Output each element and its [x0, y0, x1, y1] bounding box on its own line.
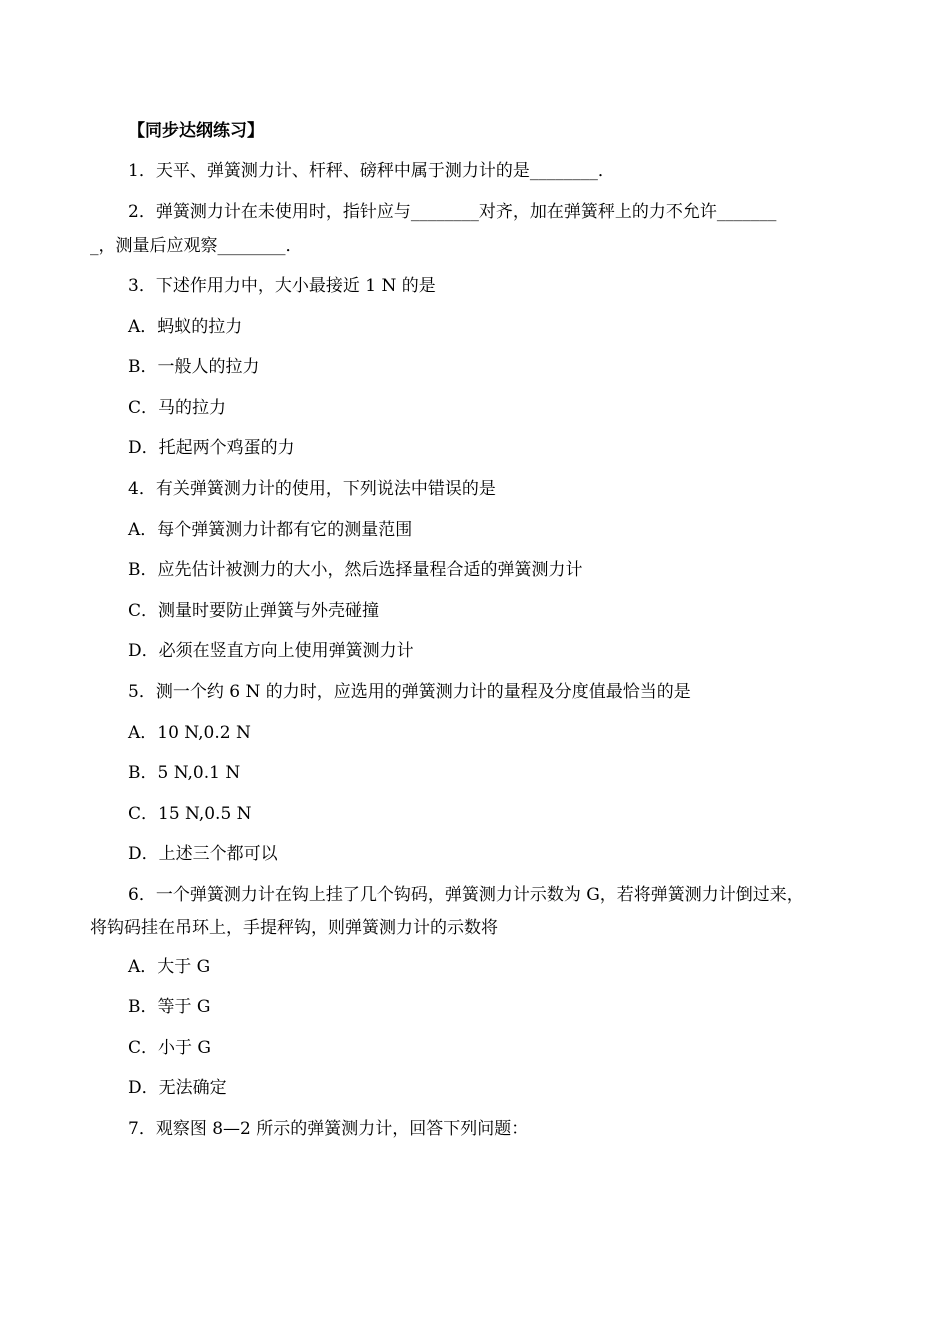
question-2-line-1: 2．弹簧测力计在未使用时，指针应与________对齐，加在弹簧秤上的力不允许_______: [128, 202, 777, 222]
question-6-stem-line-1: 6．一个弹簧测力计在钩上挂了几个钩码，弹簧测力计示数为 G，若将弹簧测力计倒过来，: [128, 885, 804, 905]
question-3-option-b: B．一般人的拉力: [128, 357, 260, 377]
question-5-option-c: C．15 N,0.5 N: [128, 804, 252, 824]
question-1: 1．天平、弹簧测力计、杆秤、磅秤中属于测力计的是________．: [128, 161, 615, 181]
question-2-line-2: _，测量后应观察________．: [90, 236, 303, 256]
question-4-option-d: D．必须在竖直方向上使用弹簧测力计: [128, 641, 414, 661]
question-6-option-b: B．等于 G: [128, 997, 211, 1017]
question-3-option-c: C．马的拉力: [128, 398, 227, 418]
question-4-option-a: A．每个弹簧测力计都有它的测量范围: [128, 520, 413, 540]
question-6-option-c: C．小于 G: [128, 1038, 211, 1058]
question-5-stem: 5．测一个约 6 N 的力时，应选用的弹簧测力计的量程及分度值最恰当的是: [128, 682, 691, 702]
question-3-stem: 3．下述作用力中，大小最接近 1 N 的是: [128, 276, 436, 296]
question-5-option-d: D．上述三个都可以: [128, 844, 278, 864]
question-6-stem-line-2: 将钩码挂在吊环上，手提秤钩，则弹簧测力计的示数将: [90, 918, 498, 938]
question-5-option-a: A．10 N,0.2 N: [128, 723, 251, 743]
question-3-option-a: A．蚂蚁的拉力: [128, 317, 243, 337]
question-7: 7．观察图 8—2 所示的弹簧测力计，回答下列问题：: [128, 1119, 529, 1139]
question-4-option-c: C．测量时要防止弹簧与外壳碰撞: [128, 601, 380, 621]
question-4-stem: 4．有关弹簧测力计的使用，下列说法中错误的是: [128, 479, 496, 499]
section-heading: 【同步达纲练习】: [128, 121, 264, 141]
question-6-option-a: A．大于 G: [128, 957, 211, 977]
question-4-option-b: B．应先估计被测力的大小，然后选择量程合适的弹簧测力计: [128, 560, 583, 580]
question-5-option-b: B．5 N,0.1 N: [128, 763, 241, 783]
question-6-option-d: D．无法确定: [128, 1078, 227, 1098]
question-3-option-d: D．托起两个鸡蛋的力: [128, 438, 295, 458]
